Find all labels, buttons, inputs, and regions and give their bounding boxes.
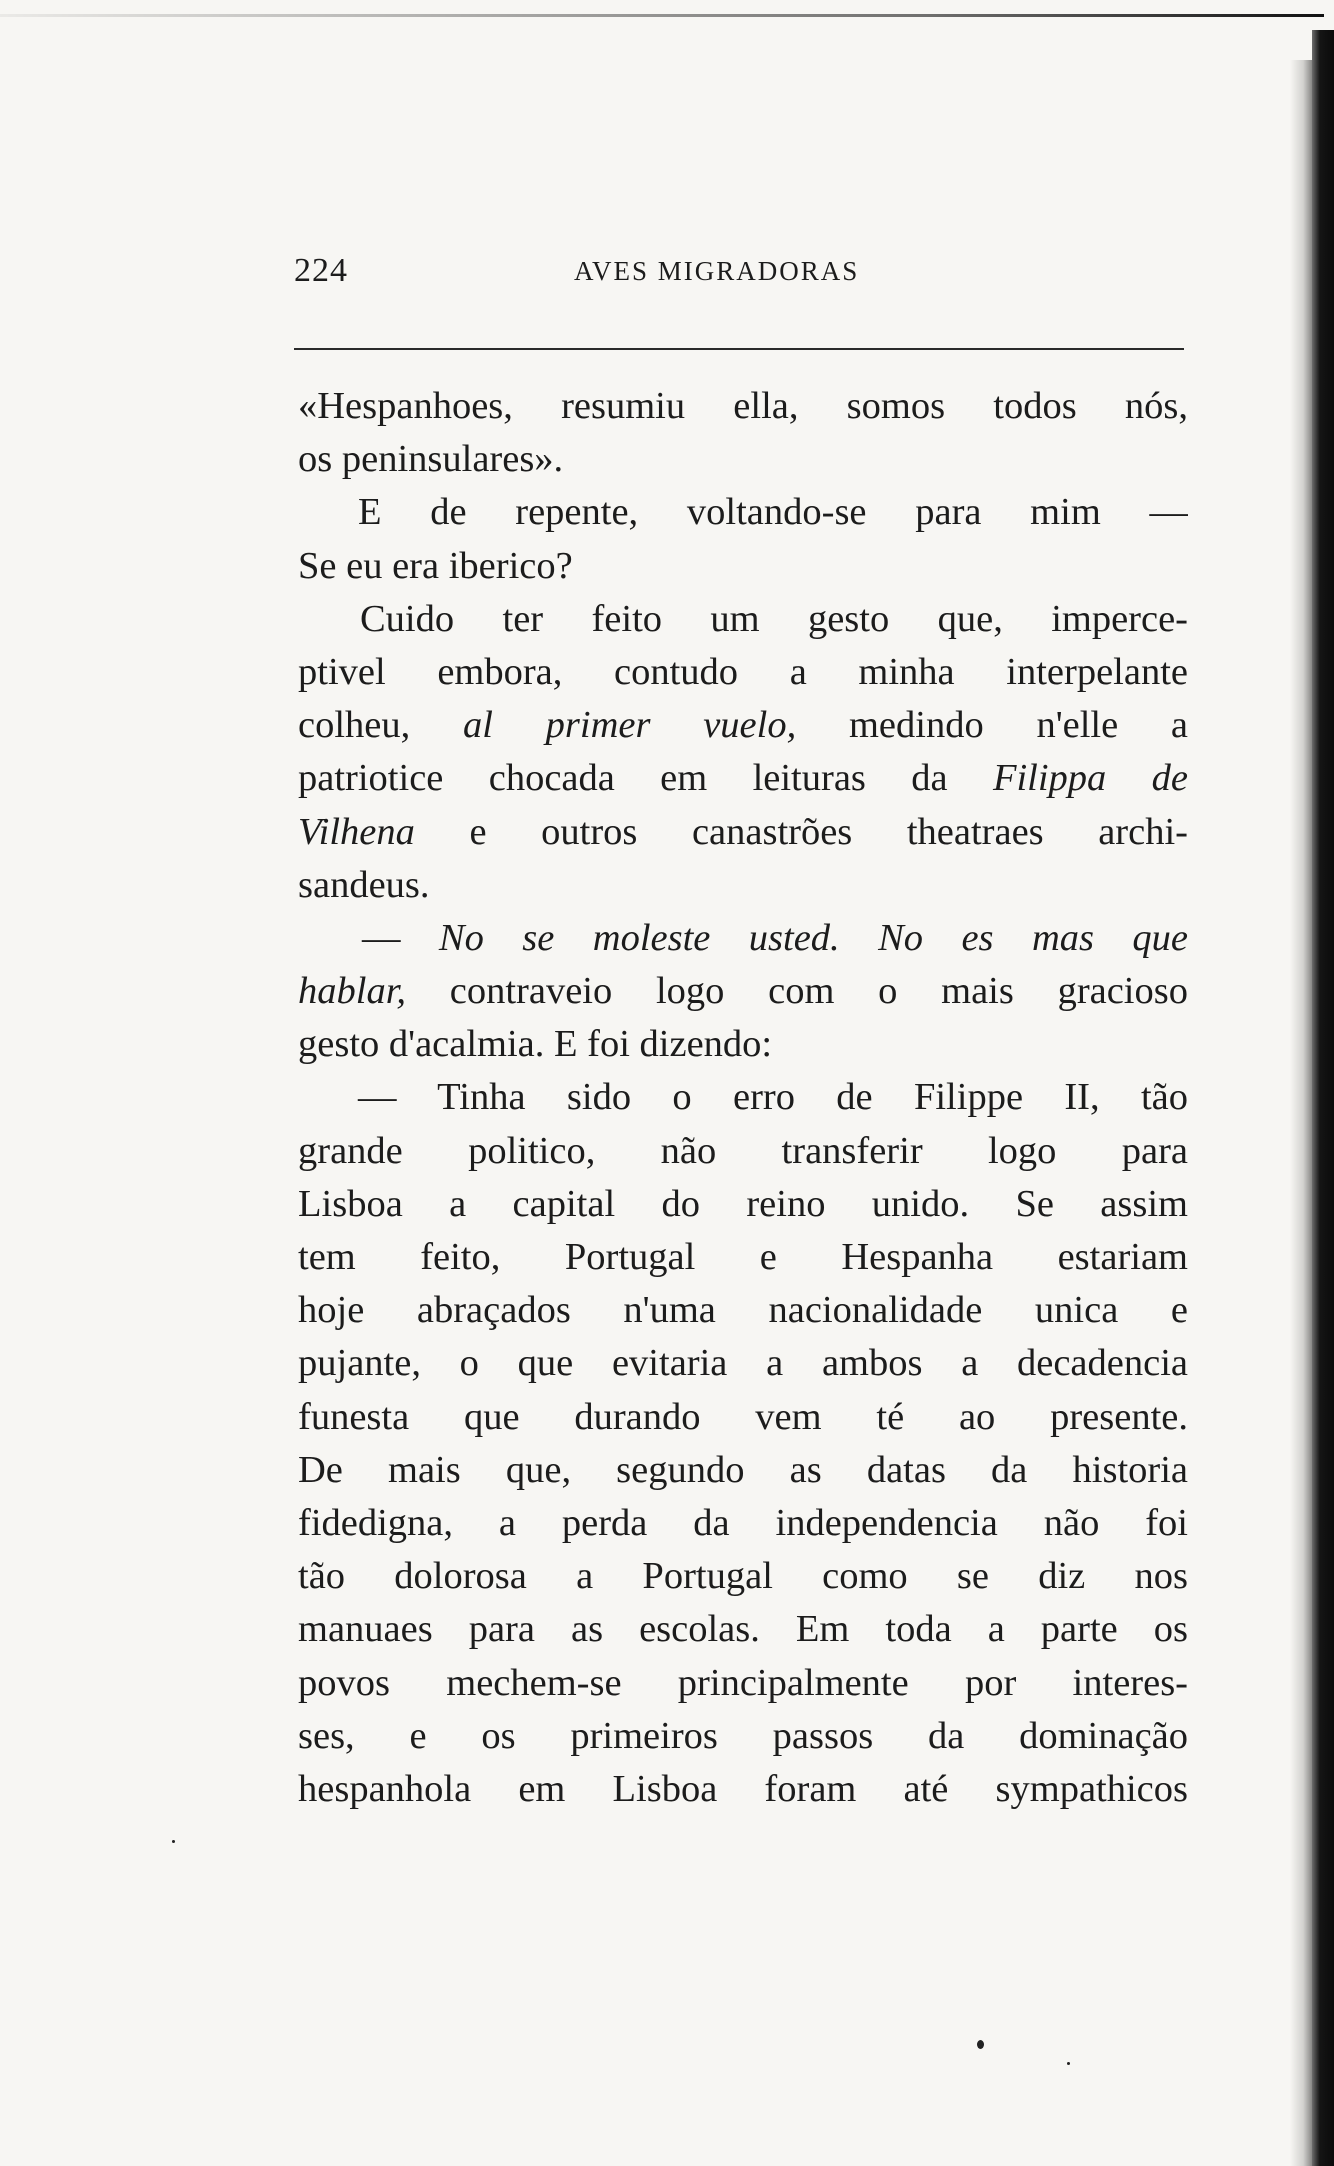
text-line: «Hespanhoes, resumiu ella, somos todos nós, bbox=[298, 385, 1188, 427]
italic-run: Filippa de bbox=[992, 757, 1188, 800]
text-line: grande politico, não transferir logo para bbox=[298, 1129, 1188, 1172]
text-line: pujante, o que evitaria a ambos a decadencia bbox=[298, 1342, 1188, 1385]
text-run: patriotice chocada em leituras da bbox=[298, 757, 993, 800]
text-line: E de repente, voltando-se para mim — bbox=[358, 491, 1188, 534]
ink-speck bbox=[172, 1840, 175, 1843]
body-text bbox=[298, 380, 1188, 1816]
text-run: contraveio logo com o mais gracioso bbox=[406, 970, 1188, 1013]
scan-top-edge bbox=[0, 14, 1324, 17]
text-line: ses, e os primeiros passos da dominação bbox=[298, 1714, 1188, 1757]
running-title: AVES MIGRADORAS bbox=[574, 256, 860, 286]
text-run: — bbox=[362, 916, 439, 959]
text-line: hoje abraçados n'uma nacionalidade unica e bbox=[298, 1289, 1188, 1332]
text-line: os peninsulares». bbox=[298, 438, 564, 481]
header-rule bbox=[294, 348, 1184, 350]
page-edge bbox=[1312, 30, 1334, 2166]
text-line: fidedigna, a perda da independencia não foi bbox=[298, 1501, 1188, 1544]
text-line: povos mechem-se principalmente por interes- bbox=[298, 1661, 1188, 1704]
text-line bbox=[298, 965, 1188, 1018]
text-line: — Tinha sido o erro de Filippe II, tão bbox=[358, 1076, 1188, 1119]
text-run: colheu, bbox=[298, 704, 463, 747]
text-line: manuaes para as escolas. Em toda a parte os bbox=[298, 1608, 1188, 1651]
page-header bbox=[294, 252, 1190, 300]
ink-speck bbox=[977, 2040, 984, 2049]
text-line bbox=[298, 806, 1188, 859]
italic-run: Vilhena bbox=[298, 810, 415, 853]
text-line: hespanhola em Lisboa foram até sympathicos bbox=[298, 1767, 1188, 1810]
italic-run: No se moleste usted. No es mas que bbox=[438, 916, 1188, 959]
text-line: gesto d'acalmia. E foi dizendo: bbox=[298, 1023, 773, 1066]
ink-speck bbox=[1067, 2062, 1070, 2065]
text-line bbox=[298, 912, 1188, 965]
page-number: 224 bbox=[294, 252, 348, 289]
italic-run: al primer vuelo, bbox=[463, 704, 797, 747]
text-line: Se eu era iberico? bbox=[298, 544, 573, 587]
text-line: tão dolorosa a Portugal como se diz nos bbox=[298, 1555, 1188, 1598]
text-line bbox=[298, 752, 1188, 805]
text-line: Lisboa a capital do reino unido. Se assim bbox=[298, 1182, 1188, 1225]
text-line: funesta que durando vem té ao presente. bbox=[298, 1395, 1188, 1438]
text-run: e outros canastrões theatraes archi- bbox=[414, 810, 1188, 853]
italic-run: hablar, bbox=[298, 970, 407, 1013]
text-run: medindo n'elle a bbox=[796, 704, 1188, 747]
text-line: Cuido ter feito um gesto que, imperce- bbox=[360, 597, 1188, 640]
text-line: tem feito, Portugal e Hespanha estariam bbox=[298, 1236, 1188, 1278]
text-line bbox=[298, 699, 1188, 752]
text-line: ptivel embora, contudo a minha interpelante bbox=[298, 650, 1188, 693]
text-line: De mais que, segundo as datas da historia bbox=[298, 1448, 1188, 1491]
text-line: sandeus. bbox=[298, 863, 430, 906]
page-shadow bbox=[1290, 60, 1312, 2166]
